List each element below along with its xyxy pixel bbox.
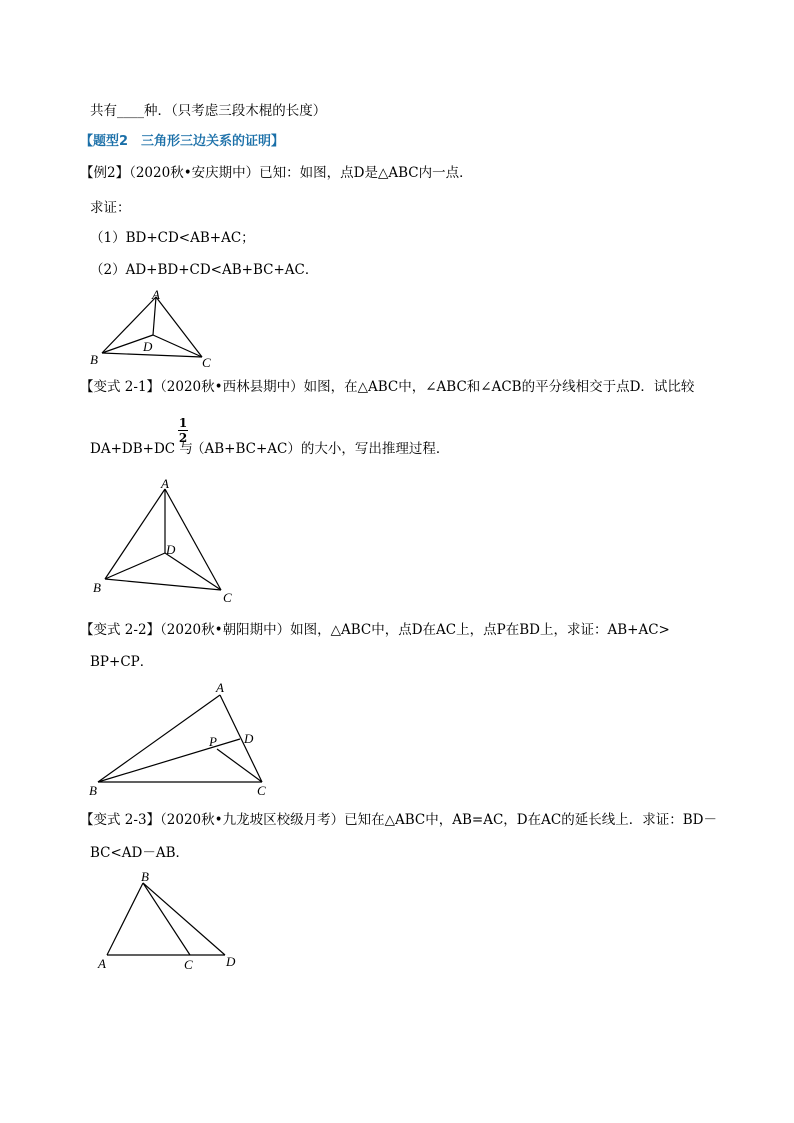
example-2-statement: 【例2】（2020秋•安庆期中）已知：如图，点D是△ABC内一点．: [80, 165, 473, 181]
label-d: D: [226, 954, 236, 969]
label-c: C: [184, 957, 193, 972]
variant-2-1-line2-post: （AB+BC+AC）的大小，写出推理过程．: [191, 441, 450, 457]
label-a: A: [216, 680, 224, 695]
figure-variant-2-2: [85, 677, 280, 799]
label-d: D: [166, 542, 176, 557]
label-c: C: [223, 590, 232, 605]
label-p: P: [209, 734, 217, 749]
figure-variant-2-3: [90, 868, 255, 973]
label-b: B: [93, 580, 101, 595]
example-2-part-1: （1）BD+CD<AB+AC；: [90, 230, 255, 246]
label-d: D: [244, 731, 254, 746]
label-b: B: [89, 783, 97, 798]
example-2-part-2: （2）AD+BD+CD<AB+BC+AC．: [90, 262, 319, 278]
figure-example-2: [85, 285, 225, 370]
fraction-numerator: 1: [178, 416, 188, 430]
example-2-prove-label: 求证：: [90, 200, 131, 216]
answer-line: 共有____种．（只考虑三段木棍的长度）: [90, 103, 327, 119]
figure-variant-2-1: [85, 475, 255, 610]
fraction-one-half: [178, 417, 188, 444]
label-a: A: [98, 956, 106, 971]
variant-2-2-statement: 【变式 2-2】（2020秋•朝阳期中）如图，△ABC中，点D在AC上，点P在BD上，求证：AB+AC>: [80, 622, 670, 638]
variant-2-2-line2: BP+CP．: [90, 654, 154, 670]
label-b: B: [90, 352, 98, 367]
variant-2-3-statement: 【变式 2-3】（2020秋•九龙坡区校级月考）已知在△ABC中，AB=AC，D在AC的延长线上．求证：BD－: [80, 812, 717, 828]
label-a: A: [161, 476, 169, 491]
label-c: C: [202, 355, 211, 370]
fraction-denominator: 2: [178, 431, 188, 445]
section-heading: 【题型2 三角形三边关系的证明】: [80, 134, 285, 149]
label-d: D: [143, 339, 153, 354]
variant-2-1-line2-pre: DA+DB+DC 与: [90, 441, 193, 457]
label-c: C: [257, 783, 266, 798]
label-a: A: [152, 287, 160, 302]
variant-2-1-statement: 【变式 2-1】（2020秋•西林县期中）如图，在△ABC中，∠ABC和∠ACB的平分线相交于点D．试比较: [80, 379, 695, 395]
label-b: B: [141, 869, 149, 884]
variant-2-3-line2: BC<AD－AB．: [90, 845, 190, 861]
